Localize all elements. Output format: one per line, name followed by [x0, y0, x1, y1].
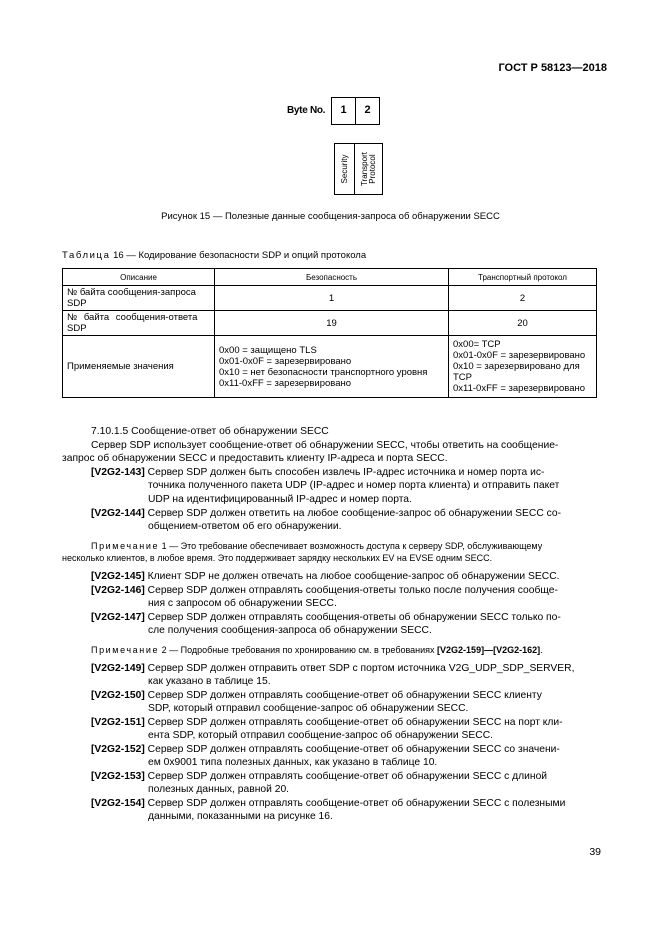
table-row [63, 336, 597, 398]
row-transport-value: 20 [449, 311, 597, 336]
requirement-151-line-2: ента SDP, который отправил сообщение-запрос об обнаружении SECC. [148, 730, 494, 741]
security-values-cell: 0x00 = защищено TLS 0x01-0x0F = зарезервировано 0x10 = нет безопасности транспортного уровня 0x11-0xFF = зарезервировано [215, 336, 449, 398]
requirement-153-line-2: полезных данных, равной 20. [148, 784, 290, 795]
transport-protocol-field-label: Transport Protocol [359, 152, 377, 186]
byte-number-label: Byte No. [287, 105, 326, 116]
table-row [63, 311, 597, 336]
transport-protocol-field-cell [354, 143, 383, 195]
note-2: Примечание 2 — Подробные требования по хронированию см. в требованиях [V2G2-159]—[V2G2-162]. [91, 645, 543, 655]
row-description: № байта сообщения-запроса SDP [63, 286, 215, 311]
security-field-label: Security [339, 154, 349, 184]
requirement-154-line-2: данными, показанными на рисунке 16. [148, 811, 333, 822]
requirement-147: [V2G2-147] Сервер SDP должен отправлять сообщения-ответы об обнаружении SECC только по- [91, 612, 561, 623]
requirement-144: [V2G2-144] Сервер SDP должен ответить на любое сообщение-запрос об обнаружении SECC со- [91, 508, 562, 519]
byte-cell-2: 2 [355, 97, 380, 125]
byte-cell-1: 1 [331, 97, 356, 125]
security-protocol-table [62, 268, 597, 398]
header-transport: Транспортный протокол [449, 269, 597, 286]
requirement-153: [V2G2-153] Сервер SDP должен отправлять сообщение-ответ об обнаружении SECC с длиной [91, 771, 548, 782]
requirement-152: [V2G2-152] Сервер SDP должен отправлять сообщение-ответ об обнаружении SECC со значени- [91, 744, 560, 755]
requirement-149: [V2G2-149] Сервер SDP должен отправить ответ SDP с портом источника V2G_UDP_SDP_SERVER, [91, 663, 575, 674]
requirement-151: [V2G2-151] Сервер SDP должен отправлять сообщение-ответ об обнаружении SECC на порт кли- [91, 717, 563, 728]
table-row [63, 286, 597, 311]
section-title: 7.10.1.5 Сообщение-ответ об обнаружении SECC [91, 426, 329, 437]
requirement-149-line-2: как указано в таблице 15. [148, 676, 271, 687]
requirement-143-line-2: точника полученного пакета UDP (IP-адрес и номер порта клиента) и отправить пакет [148, 480, 560, 491]
row-security-value: 1 [215, 286, 449, 311]
requirement-147-line-2: сле получения сообщения-запроса об обнаружении SECC. [148, 625, 432, 636]
intro-line-2: запрос об обнаружении SECC и предоставить клиенту IP-адреса и порта SECC. [62, 453, 448, 464]
row-description: Применяемые значения [63, 336, 215, 398]
header-security: Безопасность [215, 269, 449, 286]
row-security-value: 19 [215, 311, 449, 336]
intro-line-1: Сервер SDP использует сообщение-ответ об обнаружении SECC, чтобы ответить на сообщение- [91, 440, 559, 451]
standard-header: ГОСТ Р 58123—2018 [498, 62, 607, 74]
requirement-143: [V2G2-143] Сервер SDP должен быть способен извлечь IP-адрес источника и номер порта ис- [91, 467, 545, 478]
note-1-line-2: несколько клиентов, в любое время. Это поддерживает зарядку нескольких EV на EVSE одним SECC. [62, 553, 493, 563]
figure-caption: Рисунок 15 — Полезные данные сообщения-запроса об обнаружении SECC [161, 211, 500, 222]
header-description: Описание [63, 269, 215, 286]
table-header-row [63, 269, 597, 286]
table-caption: Таблица 16 — Кодирование безопасности SDP и опций протокола [62, 250, 367, 261]
requirement-145: [V2G2-145] Клиент SDP не должен отвечать на любое сообщение-запрос об обнаружении SECC. [91, 571, 560, 582]
requirement-152-line-2: ем 0x9001 типа полезных данных, как указано в таблице 10. [148, 757, 438, 768]
requirement-146-line-2: ния с запросом об обнаружении SECC. [148, 598, 337, 609]
requirement-144-line-2: общением-ответом об его обнаружении. [148, 521, 342, 532]
row-transport-value: 2 [449, 286, 597, 311]
note-1: Примечание 1 — Это требование обеспечивает возможность доступа к серверу SDP, обслуживающему [91, 541, 543, 551]
requirement-154: [V2G2-154] Сервер SDP должен отправлять сообщение-ответ об обнаружении SECC с полезными [91, 798, 566, 809]
transport-values-cell: 0x00= TCP 0x01-0x0F = зарезервировано 0x10 = зарезервировано для TCP 0x11-0xFF = зарезервировано [449, 336, 597, 398]
requirement-146: [V2G2-146] Сервер SDP должен отправлять сообщения-ответы только после получения сообще- [91, 585, 558, 596]
requirement-143-line-3: UDP на идентифицированный IP-адрес и номер порта. [148, 494, 412, 505]
row-description: № байта сообщения-ответа SDP [63, 311, 215, 336]
security-field-cell [334, 143, 355, 195]
requirement-150-line-2: SDP, который отправил сообщение-запрос об обнаружении SECC. [148, 703, 469, 714]
requirement-150: [V2G2-150] Сервер SDP должен отправлять сообщение-ответ об обнаружении SECC клиенту [91, 690, 542, 701]
page-number: 39 [589, 846, 601, 858]
